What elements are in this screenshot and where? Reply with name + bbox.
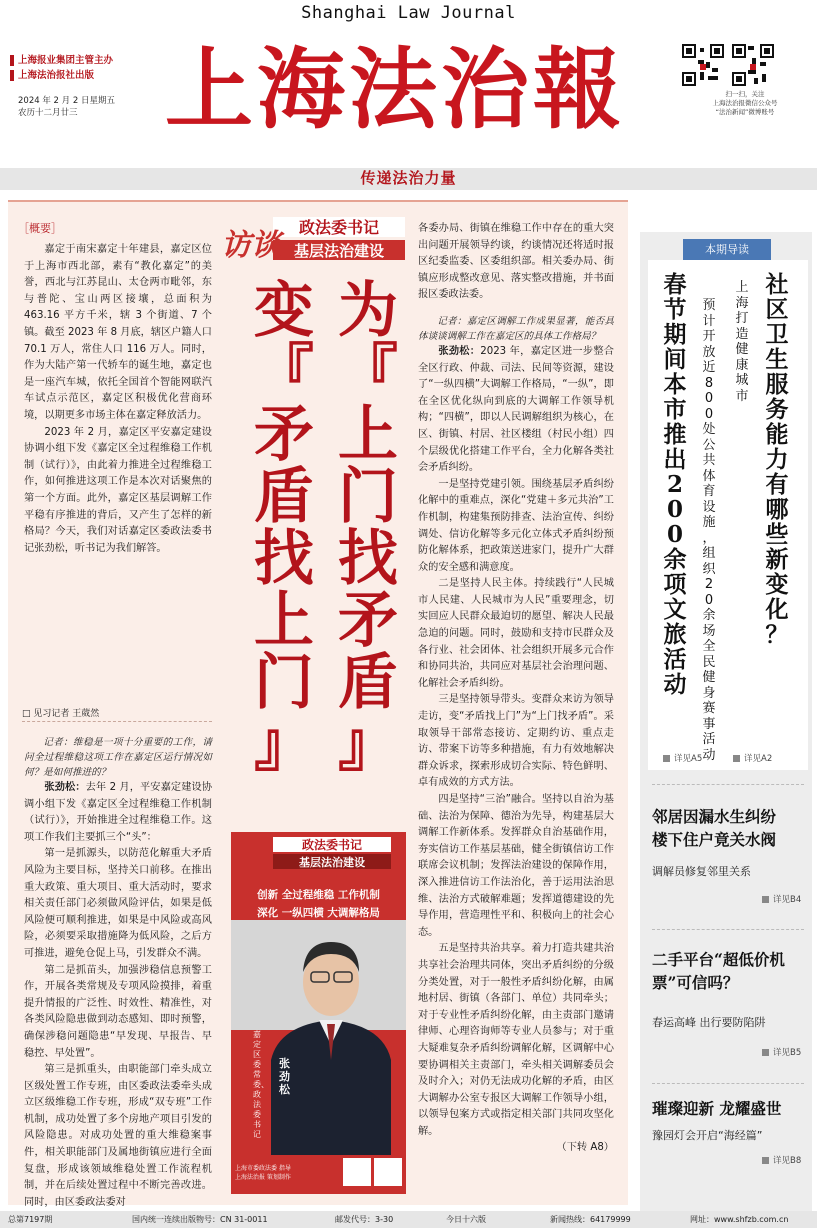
vertical-char: 』 bbox=[254, 710, 314, 780]
vertical-char: 处 bbox=[702, 422, 716, 437]
vertical-char: 施 bbox=[702, 515, 716, 530]
vertical-char: 务 bbox=[765, 396, 789, 423]
vertical-char: 上 bbox=[735, 280, 749, 295]
footer-bar bbox=[0, 1211, 817, 1228]
bullet-mark bbox=[10, 55, 14, 66]
vertical-char: 找 bbox=[254, 524, 314, 594]
guide-item-1-subtitle bbox=[731, 280, 753, 404]
vertical-char: 余 bbox=[663, 546, 687, 573]
vertical-char: 』 bbox=[338, 710, 398, 780]
vertical-char: 找 bbox=[338, 524, 398, 594]
square-bullet-icon bbox=[762, 896, 769, 903]
banner-mark: 访谈 bbox=[221, 228, 281, 263]
square-bullet-icon bbox=[762, 1049, 769, 1056]
vertical-char: 2 bbox=[666, 471, 683, 498]
english-title: Shanghai Law Journal bbox=[301, 3, 516, 23]
vertical-char: 上 bbox=[254, 586, 314, 656]
vertical-char: 近 bbox=[702, 360, 716, 375]
vertical-char: 节 bbox=[663, 296, 687, 323]
continued-note: （下转 A8） bbox=[556, 1142, 614, 1154]
vertical-char: 『 bbox=[338, 338, 398, 408]
poster-line-2: 深化 一纵四横 大调解格局 bbox=[257, 907, 380, 919]
guide-item-2-subtitle bbox=[698, 298, 720, 763]
intro-column bbox=[24, 242, 212, 557]
body-paragraph: 四是坚持“三治”融合。坚持以自治为基础、法治为保障、德治为先导，构建基层大调解工作新体系。发挥群众自治基础作用，夯实信访工作基层基础，健全街镇信访工作联席会议机制；发挥法治建设的保障作用，深入推进信访工作法治化，善于运用法治思维、法治方式破解难题；发挥道德建设的先导作用，营造理性平和、积极向上的社会心态。 bbox=[418, 794, 614, 938]
vertical-char: 门 bbox=[338, 462, 398, 532]
vertical-char: 些 bbox=[765, 521, 789, 548]
guide-item-5-ref[interactable]: 详见B8 bbox=[762, 1154, 801, 1166]
vertical-char: 市 bbox=[663, 396, 687, 423]
vertical-char: 体 bbox=[702, 468, 716, 484]
vertical-char: 生 bbox=[765, 346, 789, 373]
answer-1: 张劲松：去年 2 月，平安嘉定建设协调小组下发《嘉定区全过程维稳工作机制（试行）》，开始推进全过程维稳工作。这项工作我们主要抓三个“头”： bbox=[24, 782, 213, 843]
vertical-char: 变 bbox=[254, 276, 314, 346]
footer-pages: 今日十六版 bbox=[446, 1215, 486, 1224]
qr-codes bbox=[680, 44, 810, 134]
square-bullet-icon bbox=[733, 755, 740, 762]
poster-footer-line: 上海市委政法委 指导 bbox=[235, 1165, 291, 1172]
vertical-char: 0 bbox=[704, 406, 714, 422]
logo-graphic bbox=[160, 37, 630, 141]
vertical-char: 动 bbox=[663, 671, 687, 698]
vertical-char: 区 bbox=[765, 296, 789, 323]
date-block bbox=[18, 95, 115, 119]
poster-name: 张劲松 bbox=[279, 1057, 290, 1096]
vertical-char: 门 bbox=[254, 648, 314, 718]
vertical-char: 设 bbox=[702, 499, 716, 515]
vertical-char: 身 bbox=[702, 685, 716, 701]
body-column-right bbox=[418, 221, 614, 1157]
body-paragraph: 第一是抓源头，以防范化解重大矛盾风险为主要目标，坚持关口前移。在推出重大政策、重大项目、重大活动时，要求相关责任部门必须做风险评估，如果是低风险便可顺利推进，如果是中风险或高风险，必须要采取措施降为低风险，之后方可推进，避免仓促上马，引发群众不满。 bbox=[24, 848, 212, 959]
poster-footer bbox=[235, 1164, 330, 1182]
vertical-char: 文 bbox=[663, 596, 687, 623]
publisher-line-2: 上海法治报社出版 bbox=[18, 70, 95, 81]
vertical-char: 计 bbox=[702, 313, 716, 329]
vertical-char: 康 bbox=[735, 357, 749, 373]
vertical-char: 预 bbox=[702, 298, 716, 313]
divider bbox=[652, 929, 804, 930]
vertical-char: 期 bbox=[663, 321, 687, 348]
body-paragraph: 三是坚持领导带头。变群众来访为领导走访，变“矛盾找上门”为“上门找矛盾”。采取领导干部常态接访、定期约访、重点走访、带案下访等多种措施，有力有效地解决群众诉求，探索形成切合实际、特色鲜明、卓有成效的方式方法。 bbox=[418, 694, 614, 789]
vertical-char: 开 bbox=[702, 329, 716, 344]
banner-top-text: 政法委书记 bbox=[298, 218, 380, 237]
body-paragraph: 各委办局、街镇在维稳工作中存在的重大突出问题开展领导约谈，约谈情况还将适时报区纪委监委、区委组织部。相关委办局、街镇应形成整改意见、落实整改措施，并书面报区委政法委。 bbox=[418, 223, 614, 301]
vertical-char: 『 bbox=[254, 338, 314, 408]
divider bbox=[22, 721, 212, 722]
qr-caption-line: “法治新闻”微博账号 bbox=[715, 108, 775, 116]
guide-item-1-ref[interactable]: 详见A2 bbox=[733, 752, 772, 764]
vertical-char: 上 bbox=[338, 400, 398, 470]
vertical-char: 哪 bbox=[765, 496, 789, 523]
question-1: 记者：维稳是一项十分重要的工作，请问全过程维稳这项工作在嘉定区运行情况如何？是如何推进的？ bbox=[24, 737, 212, 778]
vertical-char: 推 bbox=[663, 421, 687, 448]
qr-code-icon bbox=[682, 44, 724, 86]
vertical-char: 为 bbox=[338, 276, 398, 346]
guide-item-2-title[interactable] bbox=[660, 272, 690, 697]
vertical-char: 放 bbox=[702, 344, 716, 360]
vertical-char: 服 bbox=[765, 371, 789, 398]
vertical-char: 春 bbox=[663, 271, 687, 298]
guide-item-3-subtitle: 调解员修复邻里关系 bbox=[652, 865, 751, 878]
vertical-char: 卫 bbox=[765, 321, 789, 348]
vertical-char: 共 bbox=[702, 453, 716, 468]
vertical-char: 织 bbox=[702, 561, 716, 577]
square-bullet-icon bbox=[762, 1157, 769, 1164]
poster-qr-icon bbox=[343, 1158, 371, 1186]
interviewee-poster bbox=[231, 832, 406, 1194]
headline-column-1 bbox=[328, 276, 408, 780]
vertical-char: 民 bbox=[702, 654, 716, 670]
headline-column-2 bbox=[244, 276, 324, 780]
vertical-char: 组 bbox=[702, 546, 716, 561]
vertical-char: 活 bbox=[702, 732, 716, 747]
body-paragraph: 一是坚持党建引领。围绕基层矛盾纠纷化解中的重难点，深化“党建＋多元共治”工作机制，构建集预防排查、法治宣传、纠纷调处、信访化解等多元化立体式矛盾纠纷预防化解体系，把政策送进家门，提升广大群众的安全感和满意度。 bbox=[418, 478, 614, 573]
vertical-char: ， bbox=[702, 530, 716, 546]
vertical-char: 育 bbox=[702, 484, 716, 499]
body-column-left bbox=[24, 735, 212, 1211]
vertical-char: 社 bbox=[765, 271, 789, 298]
banner-graphic bbox=[221, 215, 409, 265]
vertical-char: 动 bbox=[702, 747, 716, 763]
vertical-char: 出 bbox=[663, 446, 687, 473]
vertical-char: 间 bbox=[663, 346, 687, 373]
body-paragraph: 第二是抓苗头，加强涉稳信息预警工作，开展各类常规及专项风险摸排，着重提升情报的广泛性、时效性、精准性，对各类风险隐患做到动态感知、即时预警，确保涉稳问题隐患“早发现、早报告、早稳控、早处置”。 bbox=[24, 964, 212, 1059]
bullet-mark bbox=[10, 70, 14, 81]
vertical-char: 打 bbox=[735, 311, 749, 326]
vertical-char: 能 bbox=[765, 421, 789, 448]
poster-line-1: 创新 全过程维稳 工作机制 bbox=[257, 889, 380, 901]
guide-item-3-title[interactable]: 邻居因漏水生纠纷 楼下住户竟关水阀 bbox=[652, 807, 777, 849]
divider bbox=[652, 1083, 804, 1084]
poster-banner-bottom: 基层法治建设 bbox=[299, 856, 365, 869]
issue-date: 2024 年 2 月 2 日星期五 bbox=[18, 96, 115, 106]
lunar-date: 农历十二月廿三 bbox=[18, 108, 78, 118]
guide-item-4-title[interactable]: 二手平台“超低价机 票”可信吗？ bbox=[652, 950, 785, 992]
vertical-char: 2 bbox=[704, 577, 714, 592]
poster-footer-line: 上海法治报 策划制作 bbox=[235, 1174, 291, 1181]
vertical-char: 盾 bbox=[338, 648, 398, 718]
poster-banner-top: 政法委书记 bbox=[301, 838, 363, 852]
vertical-char: 8 bbox=[704, 375, 714, 391]
logo-lettering: 上海法治報 bbox=[164, 37, 626, 141]
banner-bottom-text: 基层法治建设 bbox=[293, 242, 385, 260]
vertical-char: 有 bbox=[765, 471, 789, 498]
guide-item-5-title[interactable]: 璀璨迎新 龙耀盛世 bbox=[652, 1099, 782, 1118]
answer-2: 张劲松：2023 年，嘉定区进一步整合全区行政、仲裁、司法、民间等资源，建设了“一纵四横”大调解工作格局，“一纵”，即在全区优化纵向到底的大调解工作领导机构；“四横”，即以人民调解组织为核心，在区、街镇、村居、社区楼组（村民小组）四个层级优化搭建工作平台，全力化解各类社会矛盾纠纷。 bbox=[418, 345, 614, 474]
square-bullet-icon bbox=[663, 755, 670, 762]
divider bbox=[652, 784, 804, 785]
vertical-char: 变 bbox=[765, 571, 789, 598]
poster-qr-icon bbox=[374, 1158, 402, 1186]
headline bbox=[238, 276, 408, 780]
qr-caption-line: 上海法治报微信公众号 bbox=[712, 99, 778, 107]
question-2: 记者：嘉定区调解工作成果显著，能否具体谈谈调解工作在嘉定区的具体工作格局？ bbox=[418, 315, 614, 342]
vertical-char: 盾 bbox=[254, 462, 314, 532]
guide-item-3-ref[interactable]: 详见B4 bbox=[762, 893, 801, 905]
summary-label: ［概要］ bbox=[18, 222, 62, 235]
footer-postal: 邮发代号：3-30 bbox=[335, 1215, 394, 1224]
vertical-char: 健 bbox=[702, 670, 716, 685]
column-banner bbox=[221, 215, 409, 265]
footer-issue: 总第7197期 bbox=[8, 1215, 53, 1224]
qr-caption bbox=[680, 90, 810, 117]
vertical-char: 全 bbox=[702, 639, 716, 654]
guide-header: 本期导读 bbox=[683, 239, 771, 260]
vertical-char: 公 bbox=[702, 437, 716, 453]
vertical-char: 项 bbox=[663, 571, 687, 598]
publisher-line-1: 上海报业集团主管主办 bbox=[18, 55, 114, 66]
newspaper-logo bbox=[160, 37, 630, 141]
vertical-char: 新 bbox=[765, 546, 789, 573]
body-paragraph: 五是坚持共治共享。着力打造共建共治共享社会治理共同体，突出矛盾纠纷的分级分类处置，对于一般性矛盾纠纷化解，由属地村居、街镇（各部门、单位）共同牵头；对于专业性矛盾纠纷化解，由主责部门邀请律师、心理咨询师等专业人员参与；对于重大疑难复杂矛盾纠纷调解化解，区调解中心要协调相关主责部门，牵头相关调解委员会及时介入；对仍无法成功化解的矛盾，由区大调解办公室专报区大调解工作领导小组，以领导包案方式或指定相关部门共同攻坚化解。 bbox=[418, 943, 614, 1137]
vertical-char: 本 bbox=[663, 371, 687, 398]
vertical-char: 余 bbox=[702, 608, 716, 623]
guide-item-2-ref[interactable]: 详见A5 bbox=[663, 752, 702, 764]
publisher-info bbox=[10, 53, 113, 83]
vertical-char: 城 bbox=[735, 373, 749, 388]
vertical-char: 造 bbox=[735, 326, 749, 342]
vertical-char: 市 bbox=[735, 388, 749, 404]
vertical-char: 矛 bbox=[254, 400, 314, 470]
body-paragraph: 二是坚持人民主体。持续践行“人民城市人民建、人民城市为人民”重要理念，切实回应人民群众最迫切的愿望、解决人民最急迫的问题。同时，鼓励和支持市民群众及各行业、社会团体、社会组织开展多元合作和协同共治，共同应对基层社会治理问题、化解社会矛盾纠纷。 bbox=[418, 578, 614, 689]
vertical-char: 0 bbox=[666, 521, 683, 548]
footer-website[interactable]: 网址：www.shfzb.com.cn bbox=[690, 1215, 789, 1224]
vertical-char: 旅 bbox=[663, 621, 687, 648]
vertical-char: 赛 bbox=[702, 701, 716, 716]
guide-item-4-subtitle: 春运高峰 出行要防陷阱 bbox=[652, 1016, 766, 1029]
footer-hotline: 新闻热线：64179999 bbox=[550, 1215, 631, 1224]
intro-paragraph: 2023 年 2 月，嘉定区平安嘉定建设协调小组下发《嘉定区全过程维稳工作机制（试行）》，由此着力推进全过程维稳工作，如何推进这项工作是本次对话聚焦的第一个方面。此外，嘉定区基层调解工作平稳有序推进的背后，又产生了怎样的新格局？今天，我们对话嘉定区委政法委书记张劲松，听书记为我们解答。 bbox=[24, 426, 212, 554]
footer-cn: 国内统一连续出版物号：CN 31-0011 bbox=[132, 1215, 268, 1224]
vertical-char: 0 bbox=[704, 592, 714, 608]
vertical-char: 力 bbox=[765, 446, 789, 473]
vertical-char: 0 bbox=[666, 496, 683, 523]
vertical-char: 矛 bbox=[338, 586, 398, 656]
vertical-char: 事 bbox=[702, 716, 716, 732]
vertical-char: 0 bbox=[704, 391, 714, 406]
guide-item-4-ref[interactable]: 详见B5 bbox=[762, 1046, 801, 1058]
qr-code-icon bbox=[732, 44, 774, 86]
guide-item-1-title[interactable] bbox=[762, 272, 792, 647]
reporter-byline: □ 见习记者 王葳然 bbox=[22, 709, 100, 719]
poster-signature: 嘉定区委常委、政法委书记 bbox=[253, 1030, 269, 1139]
vertical-char: ？ bbox=[765, 621, 789, 648]
guide-item-5-subtitle: 豫园灯会开启“海经篇” bbox=[652, 1129, 763, 1142]
poster-banner bbox=[245, 836, 393, 870]
qr-caption-line: 扫一扫，关注 bbox=[725, 90, 765, 98]
body-paragraph: 第三是抓重头，由职能部门牵头成立区级处置工作专班，由区委政法委牵头成立区级维稳工作专班，形成“双专班”工作机制，成功处置了多个房地产项目引发的风险隐患。对成功处置的重大维稳案事件，相关职能部门及属地街镇应进行全面复盘，形成该领域维稳处置工作流程机制，并在后续处置过程中不断完善改进。同时，由区委政法委对 bbox=[24, 1064, 212, 1208]
vertical-char: 海 bbox=[735, 295, 749, 311]
vertical-char: 活 bbox=[663, 646, 687, 673]
vertical-char: 场 bbox=[702, 623, 716, 639]
vertical-char: 化 bbox=[765, 596, 789, 623]
intro-paragraph: 嘉定于南宋嘉定十年建县，嘉定区位于上海市西北部，素有“教化嘉定”的美誉，西北与江苏昆山、太仓两市毗邻，东与普陀、宝山两区接壤，总面积为 463.16 平方千米，辖 3 个街道、7 个镇。截至 2023 年 8 月底，辖区户籍人口 70.1 万人，常住人口 116 万人。同时，作为大陆产第一代轿车的诞生地，嘉定也是一座汽车城，依托全国首个智能网联汽车试点示范区，嘉定区积极优化营商环境，以期更多市场主体在嘉定释放活力。 bbox=[24, 244, 212, 421]
vertical-char: 健 bbox=[735, 342, 749, 357]
slogan: 传递法治力量 bbox=[360, 169, 457, 187]
